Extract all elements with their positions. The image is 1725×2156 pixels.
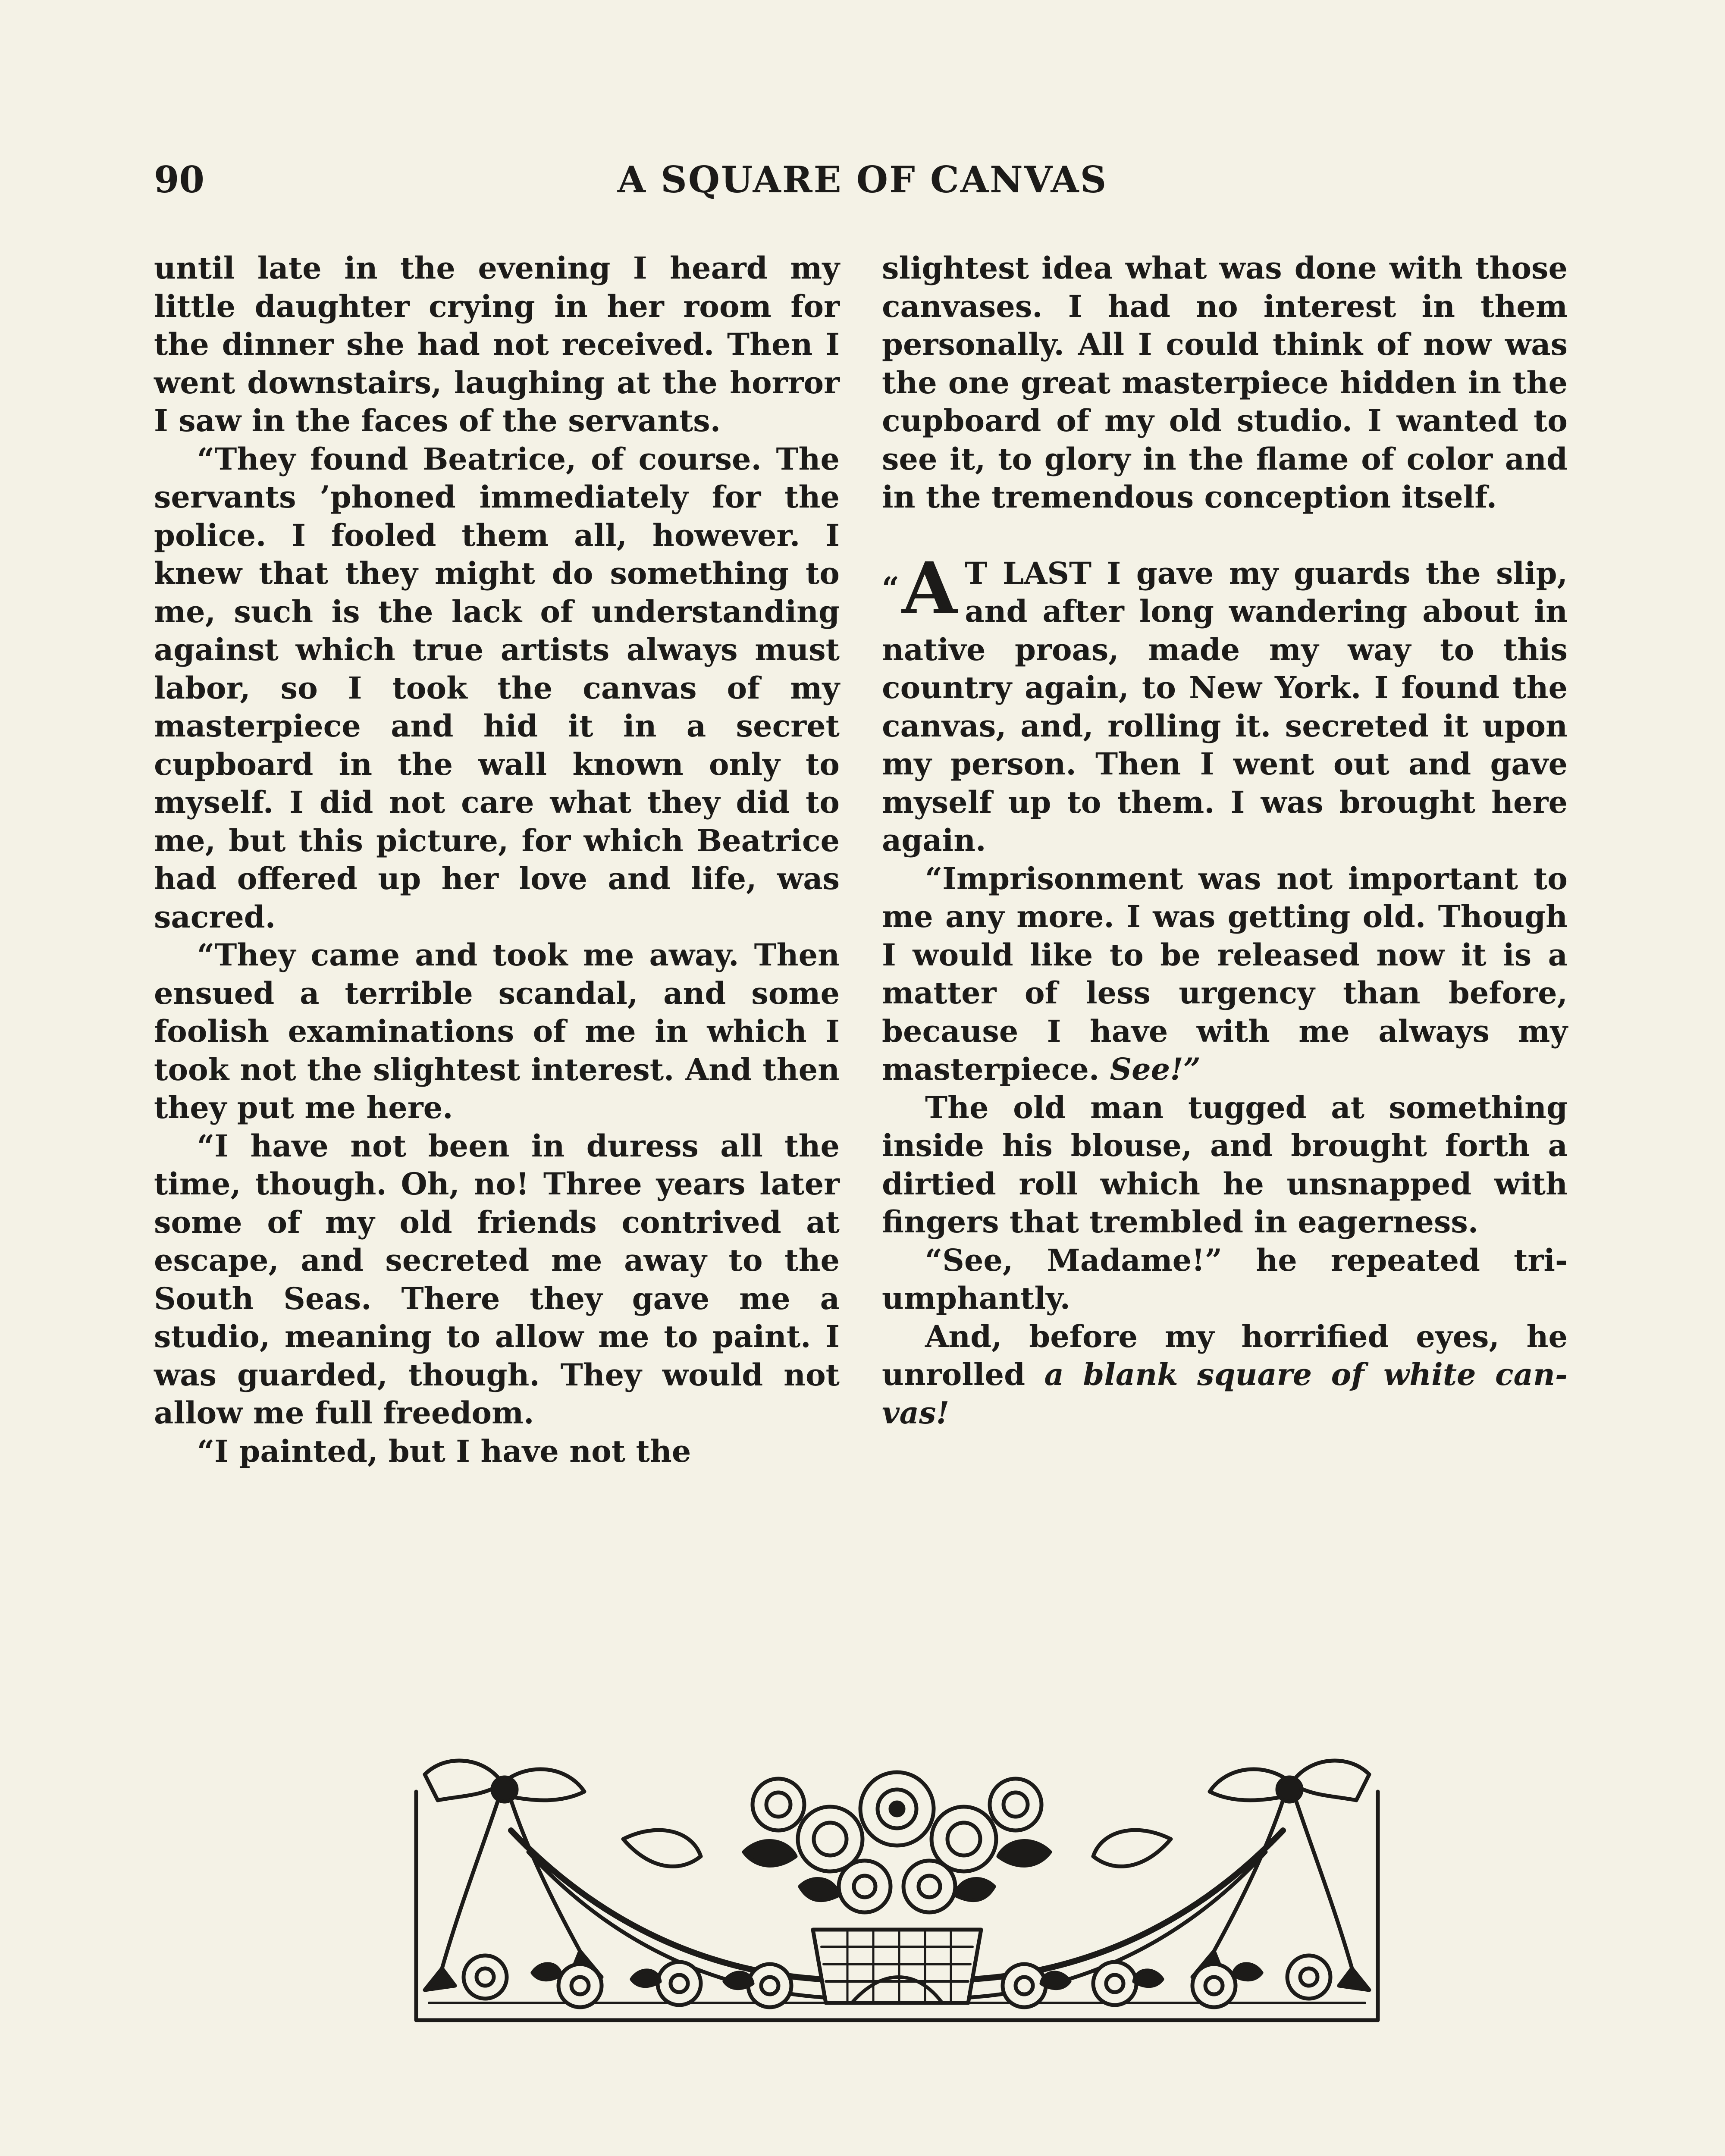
paragraph bbox=[882, 1318, 1568, 1432]
emphasis-text: a blank square of white canvas! bbox=[882, 1357, 1568, 1431]
paragraph: “They found Beatrice, of course. The servants ’phoned immediately for the police. I fooled them all, however. I knew that they might do something to me, such is the lack of understanding against which true artists always must labor, so I took the canvas of my masterpiece and hid it in a secret cupboard in the wall known only to myself. I did not care what they did to me, but this picture, for which Beatrice had offered up her love and life, was sacred. bbox=[154, 441, 840, 935]
paragraph-text: And, before my horrified eyes, he unrolled bbox=[882, 1318, 1568, 1392]
paragraph-text: “Imprisonment was not important to me any more. I was getting old. Though I would like to be released now it is a matter of less urgency than before, because I have with me always my masterpiece. bbox=[882, 860, 1568, 1087]
paragraph-text: T LAST I gave my guards the slip, and after long wandering about in native proas, made my way to this country again, to New York. I found the canvas, and, rolling it. secreted it upon my person. Then I went out and gave myself up to them. I was brought here again. bbox=[882, 555, 1568, 858]
paragraph: “They came and took me away. Then ensued a terrible scandal, and some foolish examinations of me in which I took not the slightest interest. And then they put me here. bbox=[154, 937, 840, 1125]
left-column bbox=[154, 249, 840, 1470]
paragraph: “I have not been in duress all the time, though. Oh, no! Three years later some of my old friends contrived at escape, and secreted me away to the South Seas. There they gave me a studio, meaning to allow me to paint. I was guarded, though. They would not allow me full freedom. bbox=[154, 1128, 840, 1431]
paragraph: slightest idea what was done with those canvases. I had no interest in them personally. All I could think of now was the one great masterpiece hidden in the cupboard of my old studio. I wanted to see it, to glory in the flame of color and in the tremendous conception itself. bbox=[882, 250, 1568, 515]
right-column bbox=[882, 249, 1568, 1432]
opening-quote: “ bbox=[882, 570, 900, 606]
paragraph: “See, Madame!” he repeated triumphantly. bbox=[882, 1242, 1568, 1316]
paragraph: The old man tugged at something inside his blouse, and brought forth a dirtied roll which he unsnapped with fingers that trembled in eagerness. bbox=[882, 1089, 1568, 1240]
drop-cap bbox=[882, 546, 957, 630]
drop-cap-letter: A bbox=[902, 546, 957, 630]
paragraph: until late in the evening I heard my little daughter crying in her room for the dinner she had not received. Then I went downstairs, laughing at the horror I saw in the faces of the servants. bbox=[154, 250, 840, 439]
paragraph: “I painted, but I have not the bbox=[197, 1433, 691, 1469]
floral-garland-tailpiece-icon bbox=[399, 1744, 1395, 2035]
emphasis-text: See!” bbox=[1110, 1051, 1201, 1087]
paragraph bbox=[882, 860, 1568, 1089]
page-number: 90 bbox=[154, 158, 204, 201]
running-title: A SQUARE OF CANVAS bbox=[617, 158, 1108, 201]
section-opening-paragraph bbox=[882, 546, 1568, 860]
